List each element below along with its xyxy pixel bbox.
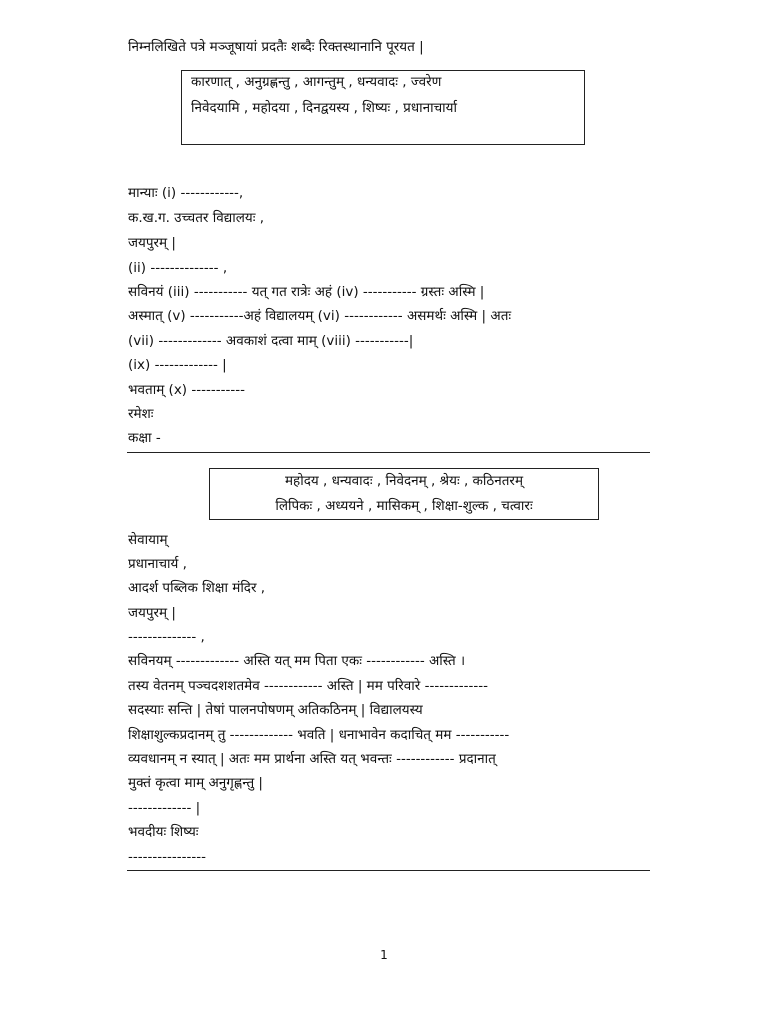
word-box-1 [181,70,585,145]
letter-2-line: तस्य वेतनम् पञ्चदशशतमेव ------------ अस्ति | मम परिवारे ------------- [128,678,488,694]
letter-2-line: मुक्तं कृत्वा माम् अनुगृह्णन्तु | [128,775,263,791]
letter-2-line: ---------------- [128,849,206,865]
section-divider [127,870,650,871]
letter-1-line: (ix) ------------- | [128,357,227,373]
letter-1-line: अस्मात् (v) -----------अहं विद्यालयम् (vi) ------------ असमर्थः अस्मि | अतः [128,308,512,324]
letter-2-line: सविनयम् ------------- अस्ति यत् मम पिता एकः ------------ अस्ति । [128,653,466,669]
letter-1-line: सविनयं (iii) ----------- यत् गत रात्रेः अहं (iv) ----------- ग्रस्तः अस्मि | [128,284,485,300]
page-number: 1 [380,948,388,962]
word-box-2-line: लिपिकः , अध्ययने , मासिकम् , शिक्षा-शुल्क , चत्वारः [275,498,533,514]
letter-1-line: जयपुरम् | [128,235,176,251]
letter-1-line: भवताम् (x) ----------- [128,382,245,398]
word-box-2-line: महोदय , धन्यवादः , निवेदनम् , श्रेयः , कठिनतरम् [284,473,524,489]
letter-2-line: भवदीयः शिष्यः [128,824,199,840]
word-box-1-line: कारणात् , अनुग्रह्णन्तु , आगन्तुम् , धन्यवादः , ज्वरेण [191,74,442,90]
letter-2-line: व्यवधानम् न स्यात् | अतः मम प्रार्थना अस्ति यत् भवन्तः ------------ प्रदानात् [128,751,496,767]
letter-1-line: (vii) ------------- अवकाशं दत्वा माम् (viii) -----------| [128,333,414,349]
letter-2-line: -------------- , [128,629,205,645]
instruction-heading: निम्नलिखिते पत्रे मञ्जूषायां प्रदतैः शब्दैः रिक्तस्थानानि पूरयत | [128,39,424,55]
letter-1-line: रमेशः [128,406,154,422]
letter-1-line: मान्याः (i) ------------, [128,185,244,201]
letter-2-line: सेवायाम् [128,532,168,548]
letter-1-line: (ii) -------------- , [128,260,228,276]
letter-1-line: कक्षा - [128,430,161,446]
letter-2-line: आदर्श पब्लिक शिक्षा मंदिर , [128,580,266,596]
letter-2-line: जयपुरम् | [128,605,176,621]
letter-2-line: प्रधानाचार्य , [128,556,187,572]
word-box-1-line: निवेदयामि , महोदया , दिनद्वयस्य , शिष्यः , प्रधानाचार्या [191,100,458,116]
letter-1-line: क.ख.ग. उच्चतर विद्यालयः , [128,210,265,226]
section-divider [127,452,650,453]
letter-2-line: सदस्याः सन्ति | तेषां पालनपोषणम् अतिकठिनम् | विद्यालयस्य [128,702,423,718]
word-box-2 [209,468,599,520]
letter-2-line: ------------- | [128,800,201,816]
letter-2-line: शिक्षाशुल्कप्रदानम् तु ------------- भवति | धनाभावेन कदाचित् मम ----------- [128,727,510,743]
